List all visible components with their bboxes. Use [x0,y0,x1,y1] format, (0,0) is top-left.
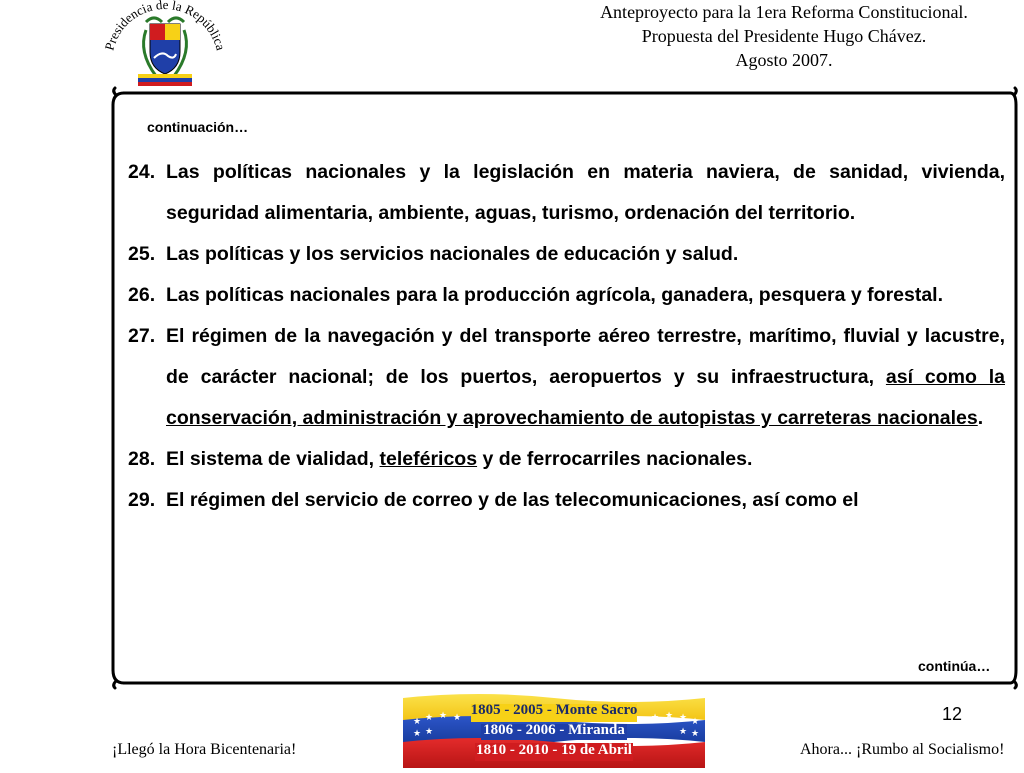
item-number: 27. [128,325,156,347]
svg-text:★: ★ [691,729,700,739]
item-text: Las políticas y los servicios nacionales de educación y salud. [166,243,739,265]
continuation-top: continuación… [147,119,249,135]
list-item-25 [128,234,1005,275]
svg-text:★: ★ [665,711,674,721]
svg-text:★: ★ [413,717,422,727]
item-text-end: . [977,407,984,429]
continuation-bottom: continúa… [918,658,991,674]
svg-text:★: ★ [425,713,434,723]
presidency-seal [100,0,230,92]
footer-right: Ahora... ¡Rumbo al Socialismo! [800,741,1005,758]
svg-text:★: ★ [439,711,448,721]
list-item-28 [128,439,1005,480]
item-number: 25. [128,243,156,265]
item-text-underlined: teleféricos [379,448,478,470]
banner-line-3: 1810 - 2010 - 19 de Abril [476,742,632,758]
svg-text:★: ★ [425,727,434,737]
item-number: 26. [128,284,156,306]
svg-text:★: ★ [413,729,422,739]
list-item-24 [128,152,1005,234]
item-text: Las políticas nacionales y la legislación en materia naviera, de sanidad, vivienda, seguridad alimentaria, ambiente, aguas, turismo, ordenación del territorio. [166,161,1005,224]
article-list [128,152,1005,521]
svg-text:Presidencia de la República: Presidencia de la República [101,0,229,52]
svg-text:★: ★ [679,713,688,723]
banner-line-1: 1805 - 2005 - Monte Sacro [470,702,638,718]
item-number: 29. [128,489,156,511]
footer-left: ¡Llegó la Hora Bicentenaria! [112,741,297,758]
page-number: 12 [942,704,963,724]
item-text-underlined: así como la conservación, administración y aprovechamiento de autopistas y carreteras nacionales [166,366,1005,429]
item-text-post: y de ferrocarriles nacionales. [477,448,753,470]
list-item-27 [128,316,1005,439]
item-text: Las políticas nacionales para la producción agrícola, ganadera, pesquera y forestal. [166,284,944,306]
header-line-2: Propuesta del Presidente Hugo Chávez. [641,26,927,46]
item-text-pre: El sistema de vialidad, [166,448,380,470]
svg-text:★: ★ [453,713,462,723]
item-number: 24. [128,161,156,183]
item-text: El régimen de la navegación y del transporte aéreo terrestre, marítimo, fluvial y lacustre, de carácter nacional; de los puertos, aeropuertos y su infraestructura, [166,325,1005,388]
svg-text:★: ★ [691,717,700,727]
svg-text:★: ★ [679,727,688,737]
header-line-1: Anteproyecto para la 1era Reforma Constitucional. [600,2,968,22]
bicentennial-banner [403,690,705,768]
list-item-29 [128,480,1005,521]
banner-line-2: 1806 - 2006 - Miranda [483,722,625,738]
item-number: 28. [128,448,156,470]
list-item-26 [128,275,1005,316]
item-text: El régimen del servicio de correo y de las telecomunicaciones, así como el [166,489,859,511]
document-header [544,0,1024,72]
svg-text:★: ★ [651,713,660,723]
header-line-3: Agosto 2007. [735,50,833,70]
